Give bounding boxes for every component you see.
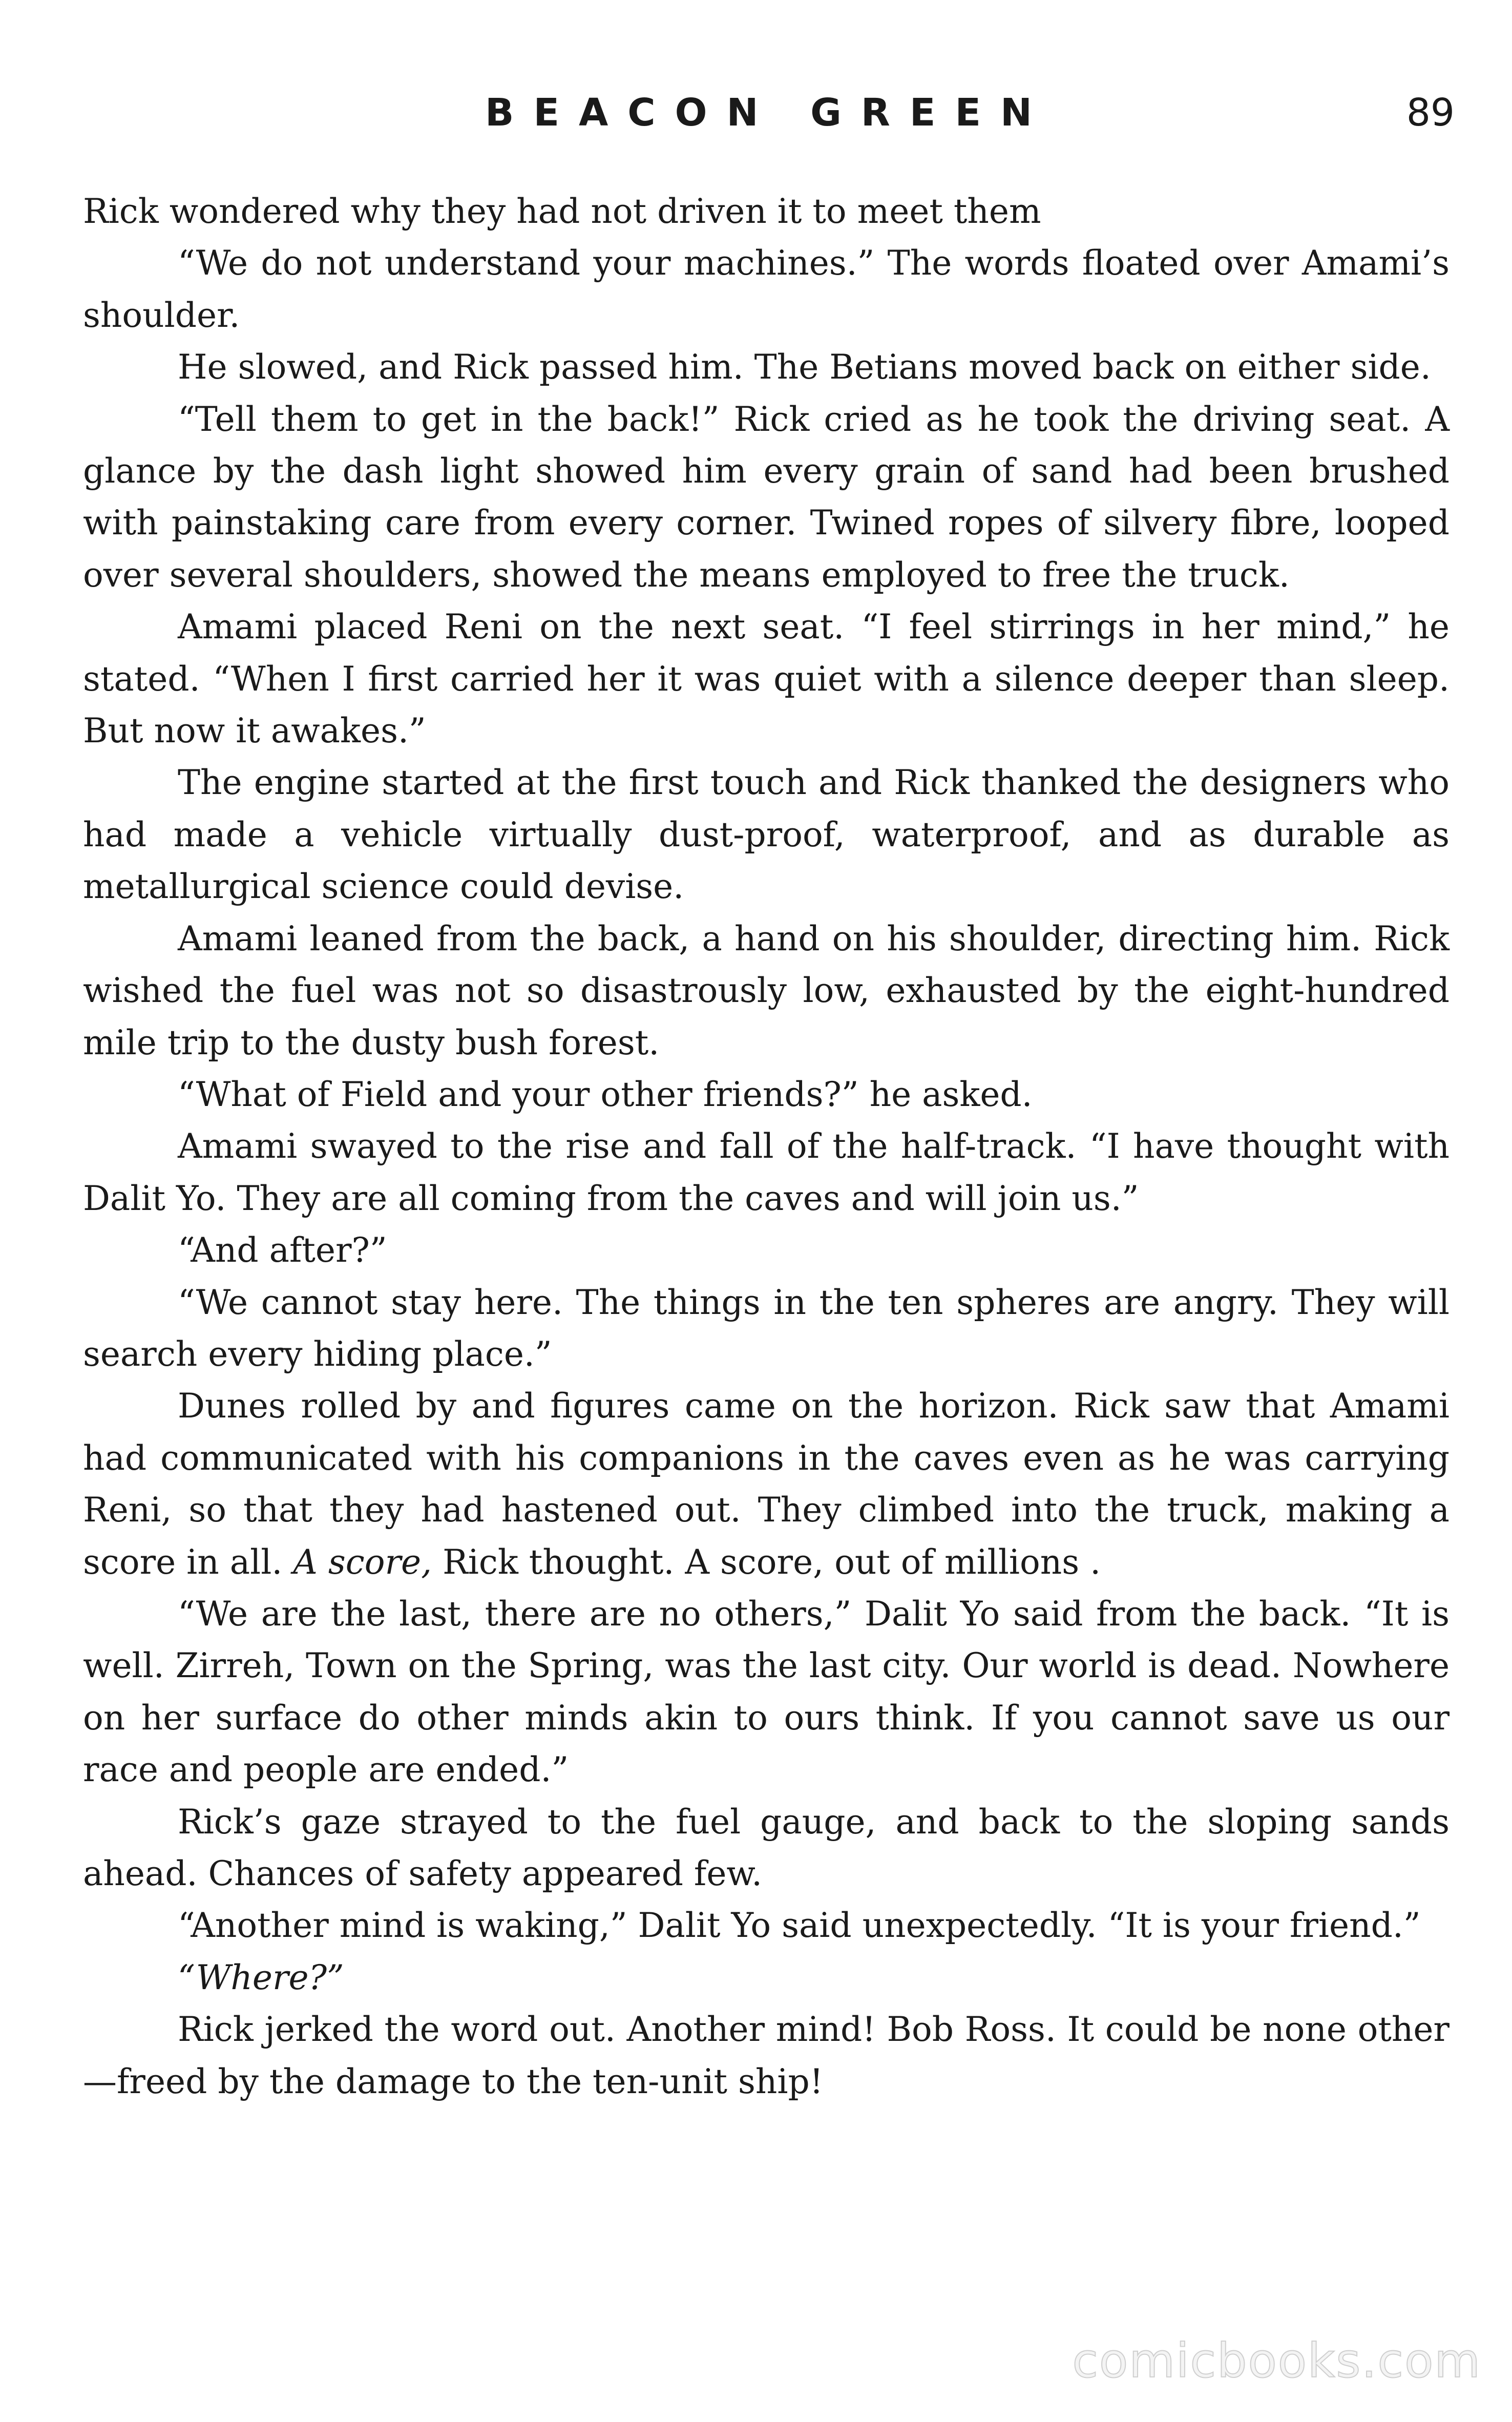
running-header <box>82 82 1455 143</box>
paragraph-15: “Another mind is waking,” Dalit Yo said unexpectedly. “It is your friend.” <box>178 1906 1421 1946</box>
paragraph-14: Rick’s gaze strayed to the fuel gauge, and back to the sloping sands ahead. Chances of safety appeared few. <box>83 1802 1450 1893</box>
running-title: BEACON GREEN <box>485 91 1052 135</box>
paragraph-10: “And after?” <box>178 1230 387 1270</box>
paragraph-13: “We are the last, there are no others,” Dalit Yo said from the back. “It is well. Zirreh, Town on the Spring, was the last city. Our world is dead. Nowhere on her surface do other minds akin to ours think. If you cannot save us our race and people are ended.” <box>83 1594 1450 1790</box>
paragraph-12-italic-phrase: A score, <box>293 1542 432 1582</box>
paragraph-9: Amami swayed to the rise and fall of the half-track. “I have thought with Dalit Yo. They are all coming from the caves and will join us.” <box>83 1126 1450 1218</box>
paragraph-12 <box>83 1380 1450 1588</box>
paragraph-1: Rick wondered why they had not driven it to meet them <box>83 192 1041 231</box>
paragraph-7: Amami leaned from the back, a hand on his shoulder, directing him. Rick wished the fuel was not so disastrously low, exhausted by the eight-hundred mile trip to the dusty bush forest. <box>83 918 1450 1062</box>
paragraph-2: “We do not understand your machines.” The words floated over Amami’s shoulder. <box>83 243 1450 335</box>
paragraph-12-text-after: Rick thought. A score, out of millions . <box>432 1542 1101 1582</box>
paragraph-3: He slowed, and Rick passed him. The Betians moved back on either side. <box>178 347 1431 387</box>
body-text <box>83 185 1450 2107</box>
paragraph-11: “We cannot stay here. The things in the ten spheres are angry. They will search every hiding place.” <box>83 1282 1450 1374</box>
watermark: comicbooks.com <box>1072 2333 1481 2388</box>
paragraph-17: Rick jerked the word out. Another mind! Bob Ross. It could be none other—freed by the damage to the ten-unit ship! <box>83 2010 1450 2101</box>
paragraph-5: Amami placed Reni on the next seat. “I feel stirrings in her mind,” he stated. “When I first carried her it was quiet with a silence deeper than sleep. But now it awakes.” <box>83 607 1450 751</box>
paragraph-4: “Tell them to get in the back!” Rick cried as he took the driving seat. A glance by the dash light showed him every grain of sand had been brushed with painstaking care from every corner. Twined ropes of silvery fibre, looped over several shoulders, showed the means employed to free the truck. <box>83 399 1450 595</box>
paragraph-16 <box>83 1952 1450 2003</box>
paragraph-12-text-before: Dunes rolled by and figures came on the horizon. Rick saw that Amami had communicated with his companions in the caves even as he was carrying Reni, so that they had hastened out. They climbed into the truck, making a score in all. <box>83 1386 1450 1582</box>
paragraph-16-italic: “Where?” <box>178 1957 344 1997</box>
paragraph-8: “What of Field and your other friends?” he asked. <box>178 1074 1033 1114</box>
page-number: 89 <box>1406 91 1455 135</box>
paragraph-6: The engine started at the first touch and Rick thanked the designers who had made a vehicle virtually dust-proof, waterproof, and as durable as metallurgical science could devise. <box>83 763 1450 907</box>
